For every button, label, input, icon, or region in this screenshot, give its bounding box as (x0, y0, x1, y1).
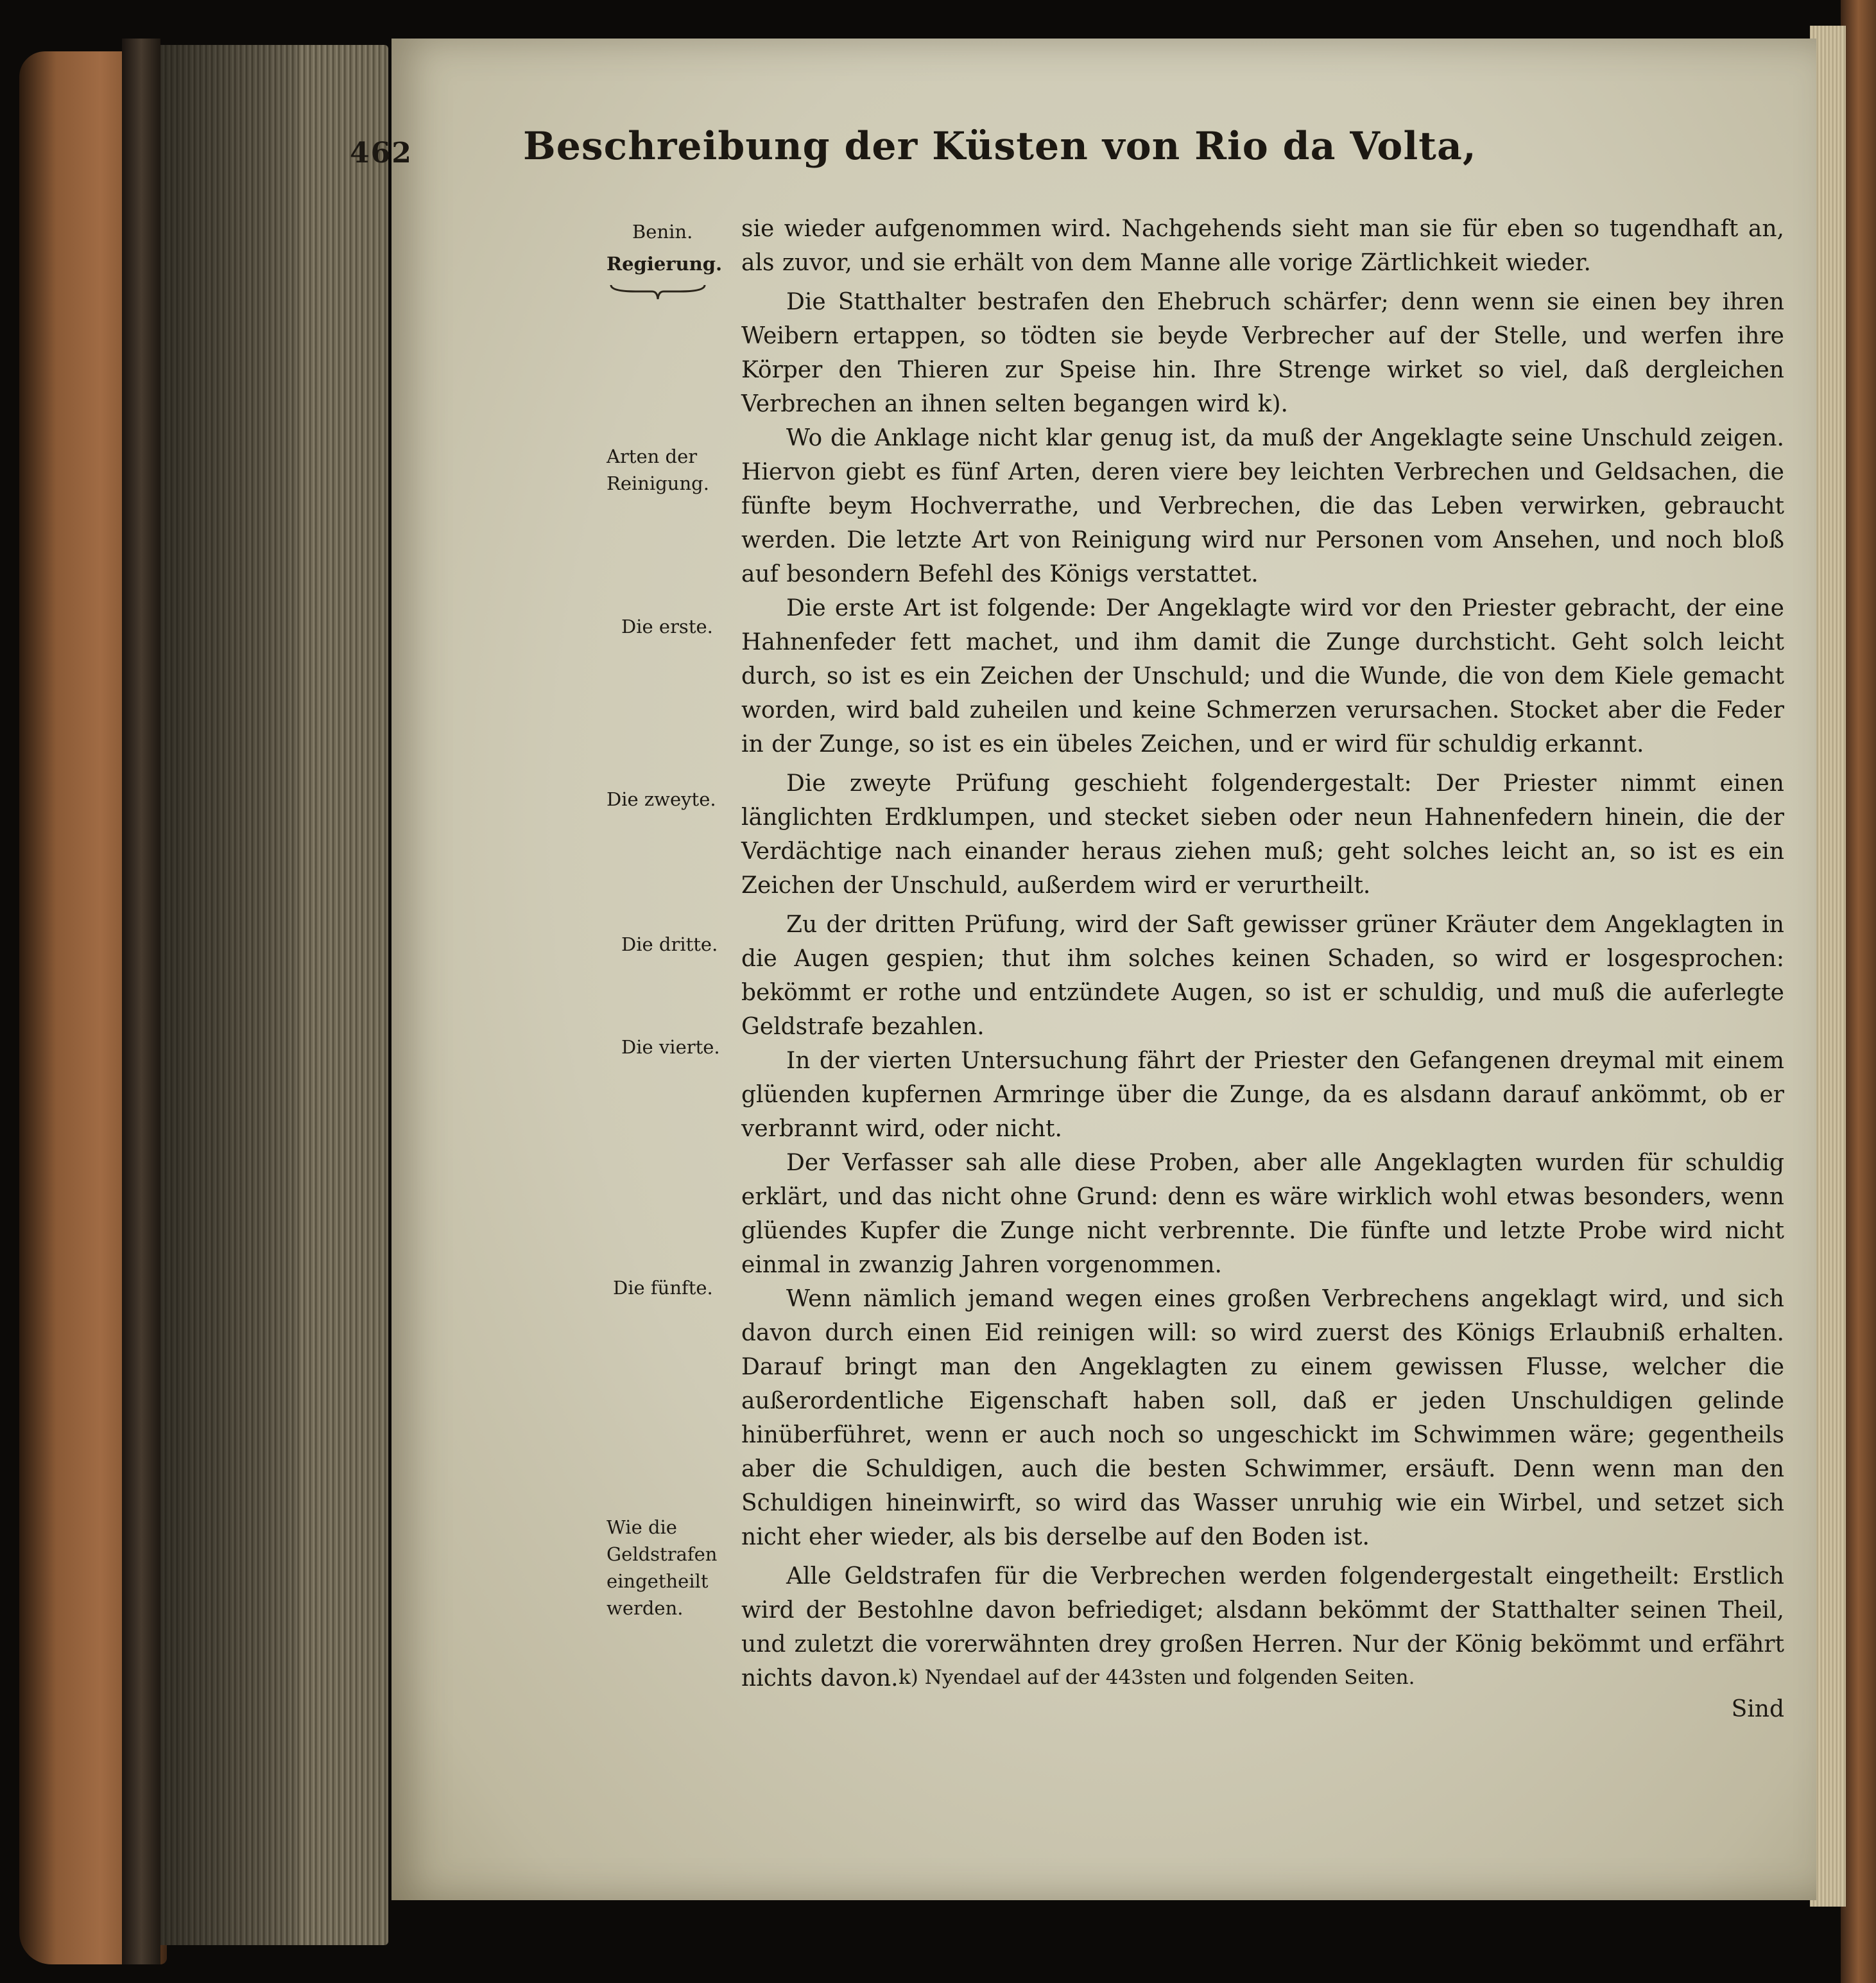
margin-note-geldstrafen-line-2: Geldstrafen (607, 1543, 718, 1565)
margin-note-dritte: Die dritte. (621, 933, 718, 955)
left-edge-shadow (144, 45, 298, 1945)
margin-note-geldstrafen-line-4: werden. (607, 1597, 684, 1619)
margin-note-arten (607, 443, 709, 497)
margin-note-arten-line-1: Arten der (607, 446, 698, 467)
catchword: Sind (1731, 1696, 1784, 1722)
paragraph-9: Wenn nämlich jemand wegen eines großen Verbrechens angeklagt wird, und sich davon durch einen Eid reinigen will: so wird zuerst des Königs Erlaubniß erhalten. Darauf bringt man den Angeklagten zu einem gewissen Flusse, welcher die außerordentliche Eigenschaft haben soll, daß er jeden Unschuldigen gelinde hinüberführet, wenn er auch noch so ungeschickt im Schwimmen wäre; gegentheils aber die Schuldigen, auch die besten Schwimmer, ersäuft. Denn wenn man den Schuldigen hineinwirft, so wird das Wasser unruhig wie ein Wirbel, und setzet sich nicht eher wieder, als bis derselbe auf den Boden ist. (741, 1286, 1784, 1550)
footnote: k) Nyendael auf der 443sten und folgenden Seiten. (899, 1666, 1415, 1689)
main-text-block (741, 212, 1784, 1724)
margin-note-geldstrafen-line-1: Wie die (607, 1516, 677, 1538)
page-number: 462 (350, 137, 413, 169)
spine-shadow (122, 39, 160, 1964)
paragraph-6: Zu der dritten Prüfung, wird der Saft gewisser grüner Kräuter dem Angeklagten in die Augen gespien; thut ihm solches keinen Schaden, so wird er losgesprochen: bekömmt er rothe und entzündete Augen, so ist er schuldig, und muß die auferlegte Geldstrafe bezahlen. (741, 912, 1784, 1040)
running-title: Beschreibung der Küsten von Rio da Volta, (523, 124, 1477, 169)
paragraph-1: sie wieder aufgenommen wird. Nachgehends sieht man sie für eben so tugendhaft an, als zuvor, und sie erhält von dem Manne alle vorige Zärtlichkeit wieder. (741, 216, 1784, 276)
margin-note-zweyte: Die zweyte. (607, 788, 716, 810)
margin-note-geldstrafen (607, 1514, 717, 1622)
paragraph-3: Wo die Anklage nicht klar genug ist, da muß der Angeklagte seine Unschuld zeigen. Hiervon giebt es fünf Arten, deren viere bey leichten Verbrechen und Geldsachen, die fünfte beym Hochverrathe, und Verbrechen, die das Leben verwirken, gebraucht werden. Die letzte Art von Reinigung wird nur Personen vom Ansehen, und noch bloß auf besondern Befehl des Königs verstattet. (741, 425, 1784, 587)
right-leather-cover (1841, 0, 1876, 1983)
margin-note-arten-line-2: Reinigung. (607, 472, 709, 494)
margin-note-vierte: Die vierte. (621, 1036, 720, 1058)
paragraph-2: Die Statthalter bestrafen den Ehebruch schärfer; denn wenn sie einen bey ihren Weibern ertappen, so tödten sie beyde Verbrecher auf der Stelle, und werfen ihre Körper den Thieren zur Speise hin. Ihre Strenge wirket so viel, daß dergleichen Verbrechen an ihnen selten begangen wird k). (741, 289, 1784, 417)
margin-brace-icon (610, 282, 706, 302)
running-head (350, 124, 1614, 188)
margin-note-erste: Die erste. (621, 616, 713, 637)
paragraph-10: Alle Geldstrafen für die Verbrechen werden folgendergestalt eingetheilt: Erstlich wird der Bestohlne davon befriediget; alsdann bekömmt der Statthalter seinen Theil, und zuletzt die vorerwähnten drey großen Herren. Nur der König bekömmt und erfährt nichts davon. (741, 1563, 1784, 1692)
margin-note-benin: Benin. (632, 221, 693, 243)
paragraph-8: Der Verfasser sah alle diese Proben, aber alle Angeklagten wurden für schuldig erklärt, und das nicht ohne Grund: denn es wäre wirklich wohl etwas besonders, wenn glüendes Kupfer die Zunge nicht verbrennte. Die fünfte und letzte Probe wird nicht einmal in zwanzig Jahren vorgenommen. (741, 1150, 1784, 1278)
margin-note-geldstrafen-line-3: eingetheilt (607, 1570, 709, 1592)
margin-note-fuenfte: Die fünfte. (613, 1277, 713, 1299)
paragraph-5: Die zweyte Prüfung geschieht folgendergestalt: Der Priester nimmt einen länglichten Erdklumpen, und stecket sieben oder neun Hahnenfedern hinein, die der Verdächtige nach einander heraus ziehen muß; geht solches leicht an, so ist es ein Zeichen der Unschuld, außerdem wird er verurtheilt. (741, 770, 1784, 899)
paragraph-4: Die erste Art ist folgende: Der Angeklagte wird vor den Priester gebracht, der eine Hahnenfeder fett machet, und ihm damit die Zunge durchsticht. Geht solch leicht durch, so ist es ein Zeichen der Unschuld; und die Wunde, die von dem Kiele gemacht worden, wird bald zuheilen und keine Schmerzen verursachen. Stocket aber die Feder in der Zunge, so ist es ein übeles Zeichen, und er wird für schuldig erkannt. (741, 595, 1784, 758)
paragraph-7: In der vierten Untersuchung fährt der Priester den Gefangenen dreymal mit einem glüenden kupfernen Armringe über die Zunge, da es alsdann darauf ankömmt, ob er verbrannt wird, oder nicht. (741, 1048, 1784, 1142)
margin-note-regierung: Regierung. (607, 253, 723, 275)
